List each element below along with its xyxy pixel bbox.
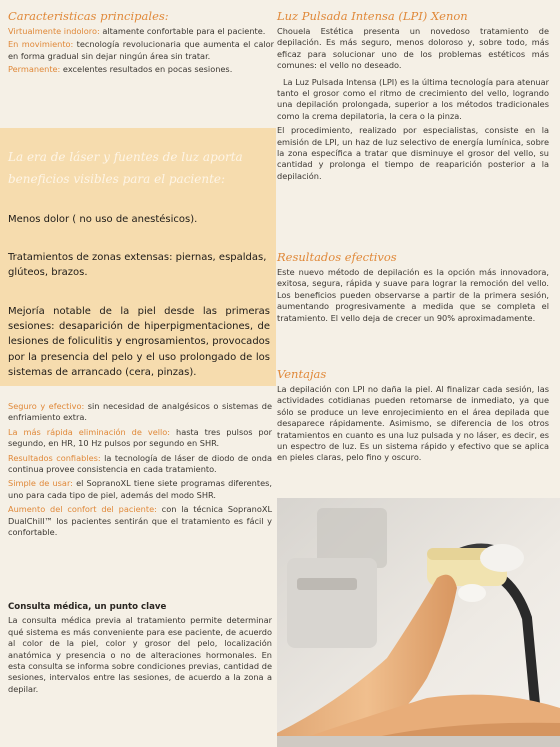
leg-treatment-illustration [277, 498, 560, 747]
benefit-item: Tratamientos de zonas extensas: piernas, espaldas, glúteos, brazos. [8, 252, 267, 279]
feature-text: con la técnica SopranoXL DualChill™ los pacientes sentirán que el tratamiento es fácil y confortable. [8, 504, 273, 538]
ventajas-text: La depilación con LPI no daña la piel. Al finalizar cada sesión, las actividades cotidianas pueden retomarse de inmediato, ya que sólo se produce un leve enrojecimiento en el área depilada que desaparece rápidamente. Asimismo, se diferencia de los otros tratamientos en cuanto es una luz pulsada y no láser, es decir, es un espectro de luz. Es un sistema rápido y efectivo que se aplica en pieles claras, pelo fino y oscuro. [277, 384, 549, 463]
features-list [8, 401, 272, 538]
caracteristica-label: Permanente: [8, 64, 61, 75]
benefit-item: Menos dolor ( no uso de anestésicos). [8, 214, 198, 225]
resultados-section [277, 251, 549, 324]
lpi-brand: Chouela Estética [277, 26, 354, 36]
feature-label: Resultados confiables: [8, 452, 101, 463]
caracteristica-text: excelentes resultados en pocas sesiones. [60, 64, 233, 75]
feature-label: La más rápida eliminación de vello: [8, 426, 171, 437]
resultados-text: Este nuevo método de depilación es la opción más innovadora, exitosa, segura, rápida y suave para lograr la remoción del vello. Los beneficios pueden observarse a partir de la primera sesión, aumentando progresivamente a medida que se completa el tratamiento. El vello deja de crecer un 90% aproximadamente. [277, 267, 549, 323]
ventajas-section [277, 368, 549, 464]
feature-text: el SopranoXL tiene siete programas diferentes, uno para cada tipo de piel, además del modo SHR. [8, 478, 272, 500]
benefit-item: Mejoría notable de la piel desde las primeras sesiones: desaparición de hiperpigmentaciones, de lesiones de foliculitis y engrosamientos, provocados por la presencia del pelo y el uso prolongado de los sistemas de arrancado (cera, pinzas). [8, 306, 270, 378]
caracteristica-label: Virtualmente indoloro: [8, 26, 100, 36]
feature-item [8, 504, 272, 538]
caracteristicas-heading: Caracteristicas principales: [8, 9, 169, 23]
consulta-text: La consulta médica previa al tratamiento permite determinar qué sistema es más conveniente para ese paciente, de acuerdo al color de la piel, color y grosor del pelo, localización anatómica y presencia o no de alteraciones hormonales. En esta consulta se informa sobre condiciones previas, cantidad de sesiones, intervalos entre las sesiones, de acuerdo a la zona a depilar. [8, 615, 272, 694]
caracteristica-label: En movimiento: [8, 39, 74, 50]
lpi-paragraph: El procedimiento, realizado por especialistas, consiste en la emisión de LPI, un haz de luz selectivo de energía lumínica, sobre la zona específica a tratar que disminuye el grosor del vello, su cantidad y prolonga el tiempo de reaparición posterior a la depilación. [277, 125, 549, 181]
feature-text: sin necesidad de analgésicos o sistemas de enfriamiento extra. [8, 401, 272, 423]
resultados-heading: Resultados efectivos [277, 250, 397, 264]
lpi-paragraph: La Luz Pulsada Intensa (LPI) es la última tecnología para atenuar tanto el grosor como el ritmo de crecimiento del vello, logrando una depilación prolongada, superior a los métodos tradicionales como la crema depilatoria, la cera o la pinza. [277, 76, 549, 121]
caracteristica-item [8, 64, 274, 75]
feature-label: Simple de usar: [8, 478, 73, 489]
leg-treatment-photo [277, 498, 560, 747]
lpi-intro-text: presenta un novedoso tratamiento de depilación. Es más seguro, menos doloroso y, sobre todo, más eficaz para solucionar uno de los problemas estéticos más comunes: el vello no deseado. [277, 26, 549, 71]
caracteristica-item [8, 39, 274, 62]
consulta-section [8, 602, 272, 695]
consulta-heading: Consulta médica, un punto clave [8, 602, 167, 612]
feature-item [8, 427, 272, 450]
benefits-box-title: La era de láser y fuentes de luz aporta beneficios visibles para el paciente: [8, 150, 243, 186]
caracteristica-text: tecnología revolucionaria que aumenta el calor en forma gradual sin dejar ningún área sin tratar. [8, 39, 274, 61]
feature-item [8, 478, 272, 501]
caracteristicas-section [8, 10, 274, 76]
feature-item [8, 401, 272, 424]
feature-item [8, 453, 272, 476]
lpi-section [277, 10, 549, 182]
lpi-intro [277, 26, 549, 72]
caracteristica-item [8, 26, 274, 37]
feature-text: hasta tres pulsos por segundo, en HR, 10 Hz pulsos por segundo en SHR. [8, 426, 272, 449]
feature-label: Seguro y efectivo: [8, 401, 85, 411]
lpi-heading: Luz Pulsada Intensa (LPI) Xenon [277, 9, 468, 23]
feature-text: la tecnología de láser de diodo de onda continua provee consistencia en cada tratamiento. [8, 452, 272, 475]
feature-label: Aumento del confort del paciente: [8, 504, 157, 515]
caracteristica-text: altamente confortable para el paciente. [99, 26, 266, 36]
ventajas-heading: Ventajas [277, 367, 327, 381]
